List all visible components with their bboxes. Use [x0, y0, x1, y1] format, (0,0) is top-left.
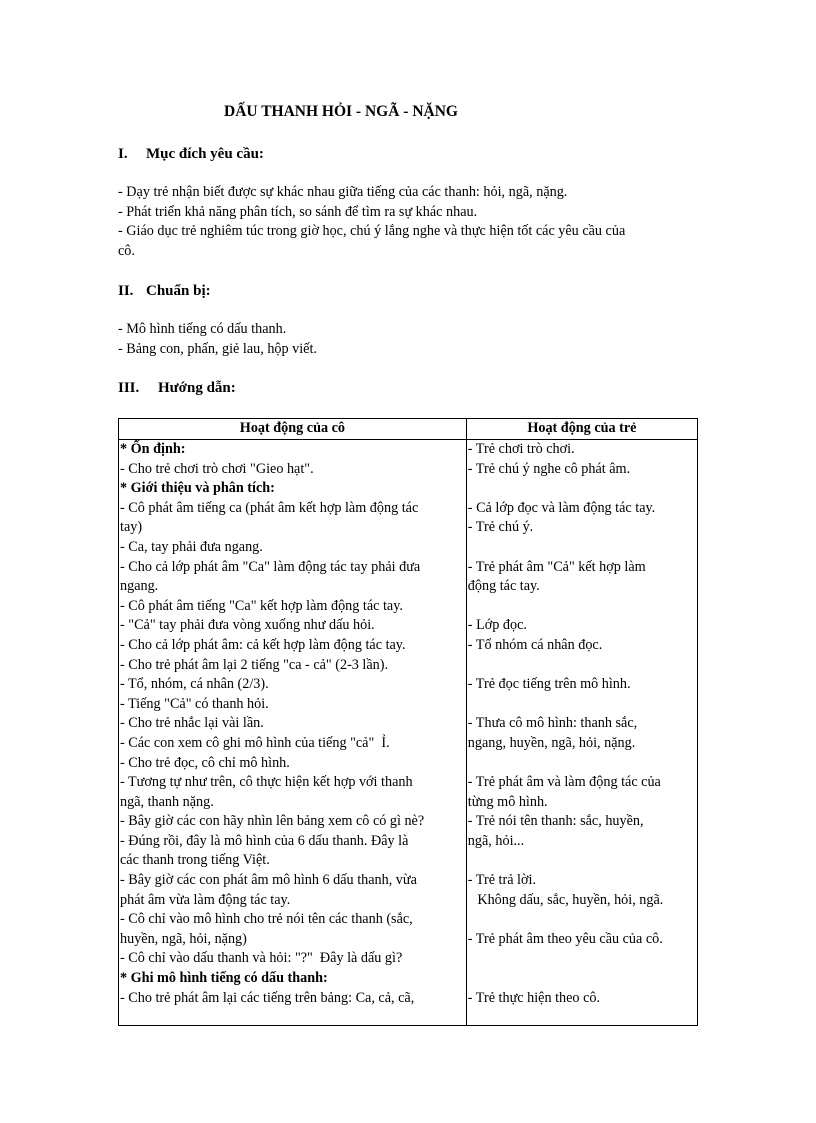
child-line: - Cả lớp đọc và làm động tác tay.	[467, 499, 656, 516]
document-title	[0, 103, 816, 121]
child-line: - Trẻ phát âm theo yêu cầu của cô.	[467, 930, 663, 947]
child-line	[468, 695, 696, 715]
body-line: - Giáo dục trẻ nghiêm túc trong giờ học, chú ý lắng nghe và thực hiện tốt các yêu cầu của	[118, 223, 626, 240]
section-number: II.	[118, 283, 134, 299]
child-line: ngang, huyền, ngã, hỏi, nặng.	[467, 734, 636, 751]
child-line: động tác tay.	[467, 578, 540, 595]
teacher-line: các thanh trong tiếng Việt.	[120, 852, 270, 869]
child-line: - Trẻ nói tên thanh: sắc, huyền,	[467, 813, 644, 830]
body-line: - Dạy trẻ nhận biết được sự khác nhau giữa tiếng của các thanh: hỏi, ngã, nặng.	[118, 184, 568, 200]
child-line	[468, 910, 696, 930]
section-heading-purpose	[118, 146, 264, 163]
section-number: I.	[118, 146, 128, 162]
child-line	[468, 851, 696, 871]
teacher-line: - Cho trẻ phát âm lại 2 tiếng "ca - cả" (2-3 lần).	[120, 656, 389, 673]
teacher-line: - Cho trẻ phát âm lại các tiếng trên bảng: Ca, cả, cã,	[120, 989, 415, 1006]
teacher-line: - Cô chỉ vào dấu thanh và hỏi: "?" Đây là dấu gì?	[120, 950, 403, 967]
child-line: - Trẻ phát âm "Cả" kết hợp làm	[467, 558, 646, 575]
section-heading-guide	[118, 380, 236, 397]
column-header-child: Hoạt động của trẻ	[466, 419, 697, 440]
body-line: - Bảng con, phấn, giẻ lau, hộp viết.	[118, 340, 317, 357]
child-line	[468, 479, 696, 499]
teacher-line: - Cho trẻ đọc, cô chỉ mô hình.	[120, 754, 290, 771]
body-line: cô.	[118, 242, 135, 259]
teacher-line: - Cho cả lớp phát âm "Ca" làm động tác tay phải đưa	[120, 558, 421, 575]
teacher-line: - Tương tự như trên, cô thực hiện kết hợp với thanh	[120, 774, 413, 791]
child-line	[468, 969, 696, 989]
section-title: Hướng dẫn:	[158, 380, 236, 396]
teacher-line: - Cho cả lớp phát âm: cả kết hợp làm động tác tay.	[120, 636, 406, 653]
body-line: - Mô hình tiếng có dấu thanh.	[118, 321, 287, 337]
child-activities-cell	[466, 440, 697, 1026]
child-line: - Trẻ chú ý.	[467, 519, 534, 536]
document-title-text: DẤU THANH HỎI - NGÃ - NẶNG	[224, 103, 458, 120]
teacher-line: tay)	[120, 519, 143, 536]
child-line: - Trẻ chơi trò chơi.	[467, 441, 575, 457]
teacher-line: - Đúng rồi, đây là mô hình của 6 dấu thanh. Đây là	[120, 832, 409, 849]
teacher-line: - Cô phát âm tiếng ca (phát âm kết hợp làm động tác	[120, 499, 419, 516]
column-header-teacher: Hoạt động của cô	[119, 419, 467, 440]
table-row	[119, 440, 698, 1026]
teacher-line: - Các con xem cô ghi mô hình của tiếng "cả" Ỉ.	[120, 734, 390, 751]
teacher-subheading: * Ghi mô hình tiếng có dấu thanh:	[120, 970, 328, 987]
child-line	[468, 656, 696, 676]
teacher-line: - Tiếng "Cả" có thanh hỏi.	[120, 695, 269, 712]
child-line: - Trẻ phát âm và làm động tác của	[467, 774, 661, 791]
activity-table	[118, 418, 698, 1026]
child-line	[468, 754, 696, 774]
section-title: Mục đích yêu cầu:	[146, 146, 264, 162]
section-heading-preparation	[118, 283, 211, 300]
child-line: - Tổ nhóm cá nhân đọc.	[467, 636, 603, 653]
section-body-preparation	[118, 320, 696, 359]
child-line	[468, 597, 696, 617]
section-title: Chuẩn bị:	[146, 283, 211, 299]
section-number: III.	[118, 380, 140, 396]
child-line: - Trẻ thực hiện theo cô.	[467, 989, 601, 1006]
teacher-line: phát âm vừa làm động tác tay.	[120, 891, 291, 908]
section-body-purpose	[118, 183, 696, 261]
teacher-subheading: * Ổn định:	[120, 441, 186, 457]
child-line	[468, 949, 696, 969]
teacher-line: - Cho trẻ chơi trò chơi "Gieo hạt".	[120, 460, 314, 477]
child-line: - Trẻ trả lời.	[467, 872, 536, 889]
child-line: từng mô hình.	[467, 793, 548, 810]
child-line: - Trẻ chú ý nghe cô phát âm.	[467, 460, 631, 477]
child-line	[468, 538, 696, 558]
teacher-line: - Bây giờ các con hãy nhìn lên bảng xem cô có gì nè?	[120, 813, 425, 830]
table-header-row	[119, 419, 698, 440]
teacher-line: - Cho trẻ nhắc lại vài lần.	[120, 715, 264, 732]
child-line: - Trẻ đọc tiếng trên mô hình.	[467, 676, 631, 693]
child-line: - Lớp đọc.	[467, 617, 527, 634]
teacher-line: - Cô phát âm tiếng "Ca" kết hợp làm động tác tay.	[120, 597, 403, 614]
child-line: - Thưa cô mô hình: thanh sắc,	[467, 715, 638, 732]
teacher-line: - "Cả" tay phải đưa vòng xuống như dấu hỏi.	[120, 617, 375, 634]
child-line: ngã, hỏi...	[467, 832, 525, 849]
body-line: - Phát triển khả năng phân tích, so sánh để tìm ra sự khác nhau.	[118, 203, 478, 220]
child-line: Không dấu, sắc, huyền, hỏi, ngã.	[473, 891, 664, 908]
teacher-line: - Ca, tay phải đưa ngang.	[120, 538, 263, 555]
teacher-line: - Tổ, nhóm, cá nhân (2/3).	[120, 676, 269, 693]
teacher-line: huyền, ngã, hỏi, nặng)	[120, 930, 247, 947]
teacher-line: ngã, thanh nặng.	[120, 793, 214, 810]
teacher-line: ngang.	[120, 578, 159, 595]
teacher-activities-cell	[119, 440, 467, 1026]
teacher-line: - Cô chỉ vào mô hình cho trẻ nói tên các thanh (sắc,	[120, 911, 413, 928]
teacher-line: - Bây giờ các con phát âm mô hình 6 dấu thanh, vừa	[120, 872, 417, 889]
teacher-subheading: * Giới thiệu và phân tích:	[120, 480, 275, 497]
